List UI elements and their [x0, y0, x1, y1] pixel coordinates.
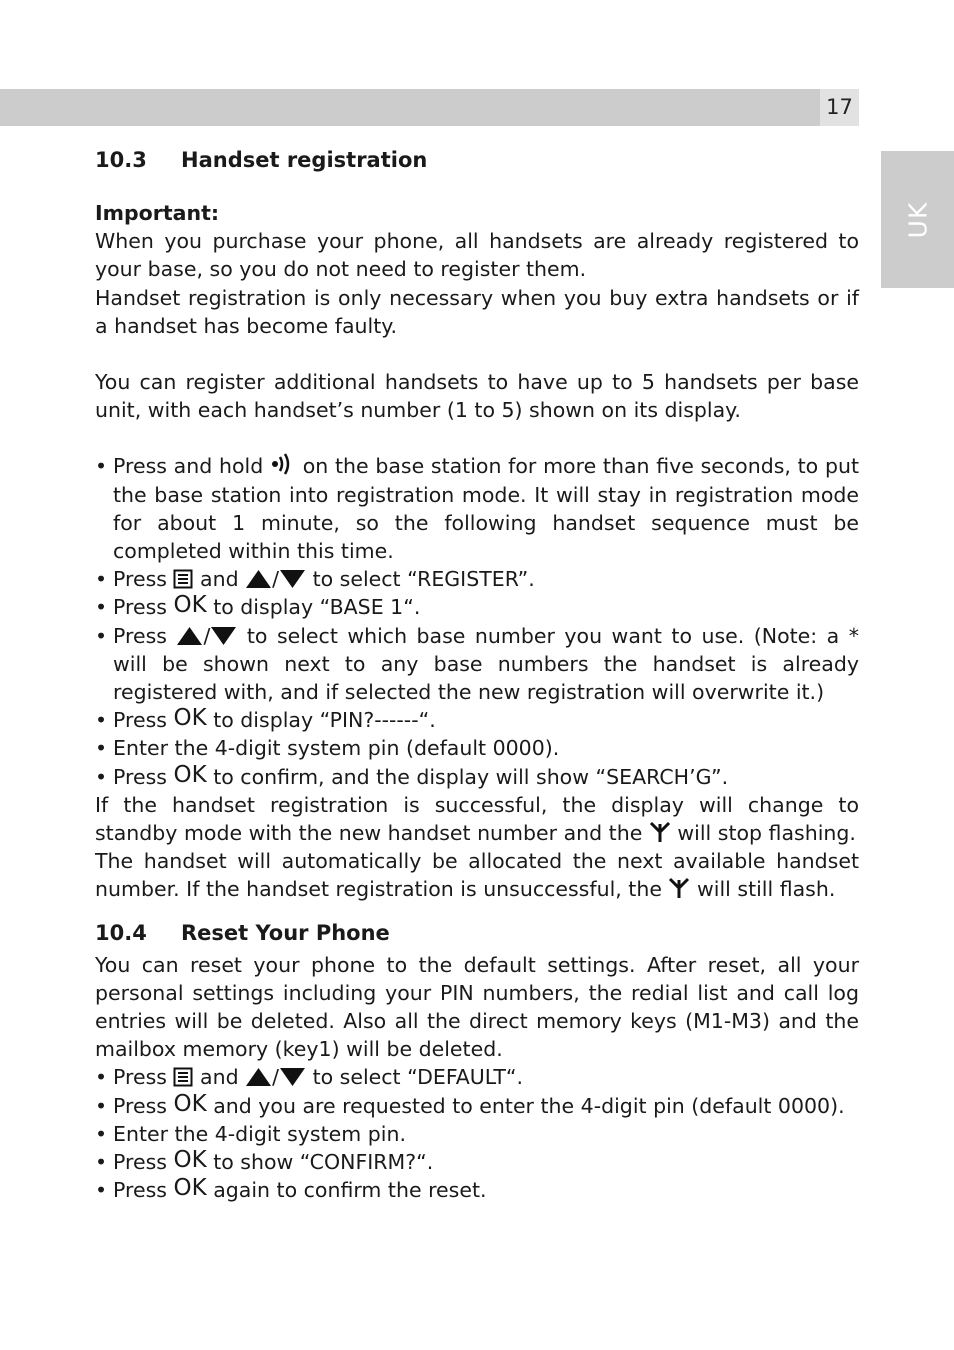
- down-arrow-icon: [279, 1067, 306, 1087]
- paragraph: You can register additional handsets to have up to 5 handsets per base unit, with each handset’s number (1 to 5) shown on its display.: [95, 370, 859, 423]
- antenna-icon: [649, 821, 671, 843]
- list-item: • Press OK to show “CONFIRM?“.: [95, 1148, 859, 1176]
- list-item: • Press OK and you are requested to enter the 4-digit pin (default 0000).: [95, 1092, 859, 1120]
- section-heading-10-3: 10.3 Handset registration: [95, 148, 428, 172]
- paragraph: The handset will automatically be allocated the next available handset number. If the handset registration is unsuccessful, the will still flash.: [95, 849, 859, 902]
- list-item: • Press OK again to confirm the reset.: [95, 1176, 859, 1204]
- menu-icon: [173, 569, 193, 589]
- down-arrow-icon: [279, 569, 306, 589]
- ok-icon: OK: [173, 761, 207, 788]
- list-item: • Press and / to select “DEFAULT“.: [95, 1063, 859, 1091]
- paragraph: If the handset registration is successful, the display will change to standby mode with the new handset number and the will stop flashing.: [95, 792, 859, 846]
- paragraph: When you purchase your phone, all handsets are already registered to your base, so you do not need to register them.: [95, 229, 859, 282]
- list-item: • Enter the 4-digit system pin (default 0000).: [95, 734, 859, 762]
- ok-icon: OK: [173, 592, 207, 619]
- list-item: • Press / to select which base number you want to use. (Note: a * will be shown next to any base numbers the handset is already registered with, and if selected the new registration will overwrite it.): [95, 622, 859, 707]
- ok-icon: OK: [173, 705, 207, 732]
- down-arrow-icon: [210, 626, 237, 646]
- up-arrow-icon: [245, 569, 272, 589]
- ok-icon: OK: [173, 1175, 207, 1202]
- antenna-icon: [668, 877, 690, 899]
- menu-icon: [173, 1067, 193, 1087]
- paragraph: You can reset your phone to the default settings. After reset, all your personal settings including your PIN numbers, the redial list and call log entries will be deleted. Also all the direct memory keys (M1-M3) and the mailbox memory (key1) will be deleted.: [95, 952, 859, 1062]
- up-arrow-icon: [176, 626, 203, 646]
- page-content: [95, 145, 859, 1205]
- page-number: 17: [820, 89, 859, 126]
- list-item: • Press and / to select “REGISTER”.: [95, 565, 859, 593]
- list-item: • Press and hold on the base station for more than five seconds, to put the base station into registration mode. It will stay in registration mode for about 1 minute, so the following handset sequence must be completed within this time.: [95, 452, 859, 565]
- page-key-icon: [270, 452, 296, 476]
- header-bar: [0, 89, 820, 126]
- list-item: • Press OK to display “BASE 1“.: [95, 593, 859, 621]
- list-item: • Enter the 4-digit system pin.: [95, 1120, 859, 1148]
- paragraph: Handset registration is only necessary when you buy extra handsets or if a handset has become faulty.: [95, 285, 859, 338]
- language-tab-label: UK: [903, 201, 932, 238]
- ok-icon: OK: [173, 1090, 207, 1117]
- up-arrow-icon: [245, 1067, 272, 1087]
- important-label: Important:: [95, 201, 220, 225]
- section-heading-10-4: 10.4 Reset Your Phone: [95, 920, 390, 945]
- list-item: • Press OK to display “PIN?------“.: [95, 706, 859, 734]
- ok-icon: OK: [173, 1147, 207, 1174]
- list-item: • Press OK to confirm, and the display will show “SEARCH’G”.: [95, 763, 859, 791]
- language-tab: [881, 151, 954, 288]
